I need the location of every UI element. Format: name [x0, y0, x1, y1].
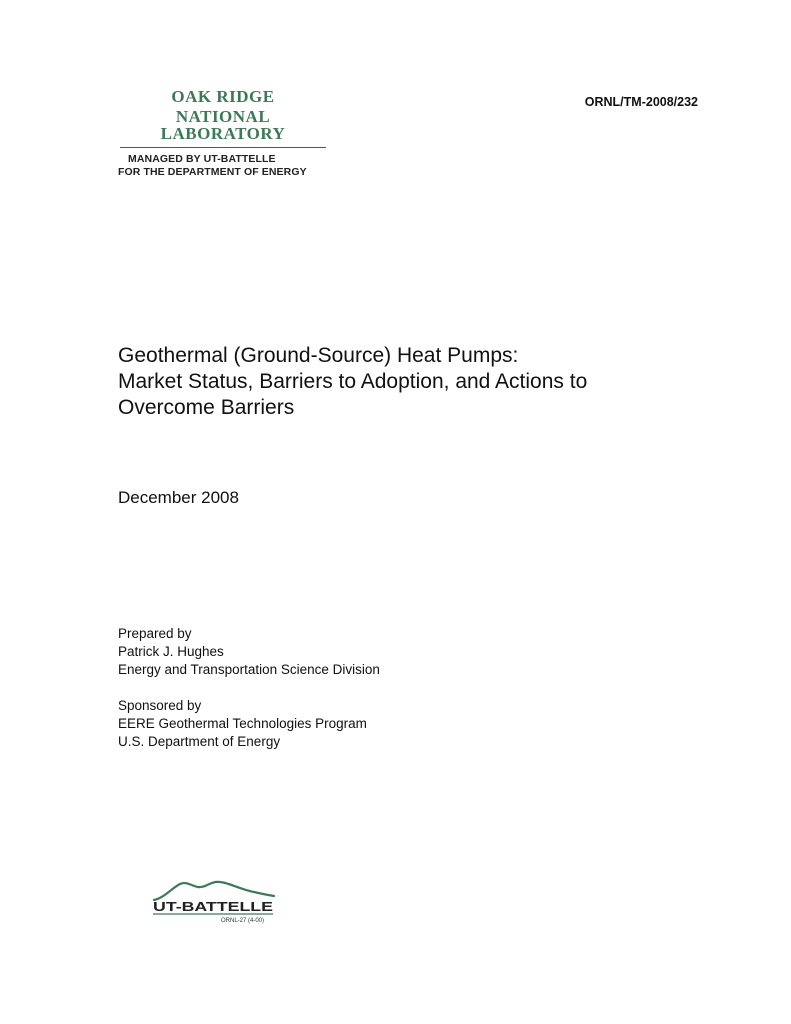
ornl-logo-rule [120, 147, 326, 148]
ornl-managed-line2: FOR THE DEPARTMENT OF ENERGY [118, 166, 307, 178]
prepared-by-label: Prepared by [118, 626, 192, 641]
ornl-logo [118, 88, 328, 179]
title-line-3: Overcome Barriers [118, 396, 295, 419]
mountain-icon [154, 882, 274, 900]
sponsored-by-label: Sponsored by [118, 698, 202, 713]
report-number: ORNL/TM-2008/232 [584, 95, 698, 109]
ornl-logo-line2: NATIONAL LABORATORY [160, 107, 286, 143]
sponsor-agency: U.S. Department of Energy [118, 734, 281, 749]
report-title [118, 343, 698, 421]
form-code: ORNL-27 (4-00) [221, 918, 265, 924]
report-date: December 2008 [118, 488, 239, 507]
author-name: Patrick J. Hughes [118, 644, 224, 659]
sponsor-program: EERE Geothermal Technologies Program [118, 716, 367, 731]
sponsored-by-block [118, 697, 367, 751]
prepared-by-block [118, 625, 380, 679]
ornl-managed-line1: MANAGED BY UT-BATTELLE [128, 153, 276, 165]
author-division: Energy and Transportation Science Division [118, 662, 380, 677]
ornl-logo-line1: OAK RIDGE [171, 87, 275, 106]
title-line-2: Market Status, Barriers to Adoption, and Actions to [118, 370, 588, 393]
ut-battelle-wordmark: UT-BATTELLE [153, 899, 274, 914]
title-line-1: Geothermal (Ground-Source) Heat Pumps: [118, 344, 519, 367]
